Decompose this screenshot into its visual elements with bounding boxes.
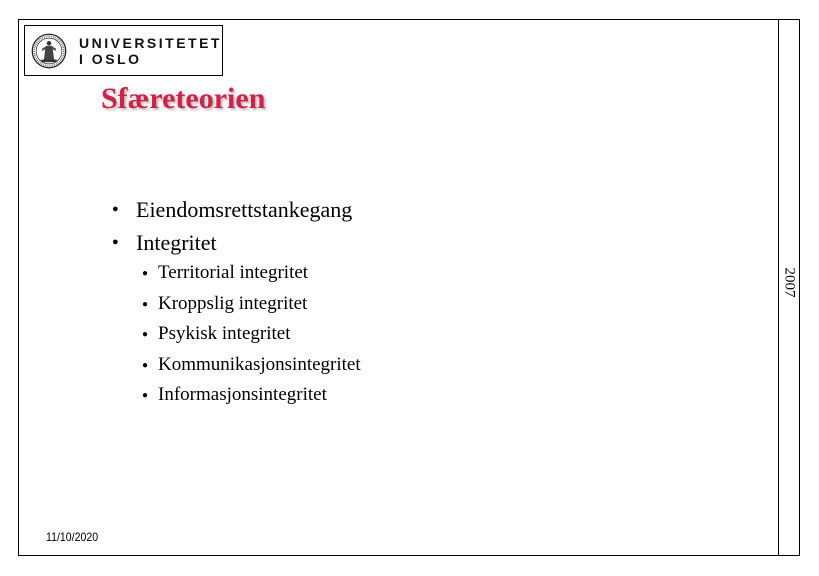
sub-bullet-list [142,258,361,411]
bullet-item [112,226,352,259]
sub-bullet-text: Territorial integritet [158,262,309,283]
sidebar-year [779,262,799,302]
bullet-dot-icon: ● [142,390,149,401]
bullet-text: Eiendomsrettstankegang [136,197,353,222]
university-logo [24,25,223,76]
bullet-dot-icon: ● [142,268,149,279]
university-name-line2: I OSLO [79,50,142,67]
bullet-item [112,193,352,226]
bullet-dot-icon: ● [112,236,119,248]
university-seal-icon [31,30,67,72]
footer-date: 11/10/2020 [46,530,99,544]
sub-bullet-item [142,350,361,381]
bullet-text: Integritet [136,230,217,255]
sub-bullet-item [142,380,361,411]
sub-bullet-item [142,319,361,350]
sub-bullet-item [142,289,361,320]
sub-bullet-text: Informasjonsintegritet [158,384,327,405]
bullet-dot-icon: ● [112,203,119,215]
bullet-dot-icon: ● [142,298,149,310]
sub-bullet-text: Kommunikasjonsintegritet [158,353,361,375]
sub-bullet-item [142,258,361,289]
bullet-dot-icon: ● [142,359,149,371]
university-name-line1: UNIVERSITETET [79,34,222,51]
bullet-list [112,193,352,259]
sub-bullet-text: Kroppslig integritet [158,292,308,314]
sub-bullet-text: Psykisk integritet [158,323,291,344]
slide-title: Sfæreteorien [101,82,266,115]
university-name [79,35,222,67]
sidebar-year-label: 2007 [781,267,798,297]
bullet-dot-icon: ● [142,329,149,340]
